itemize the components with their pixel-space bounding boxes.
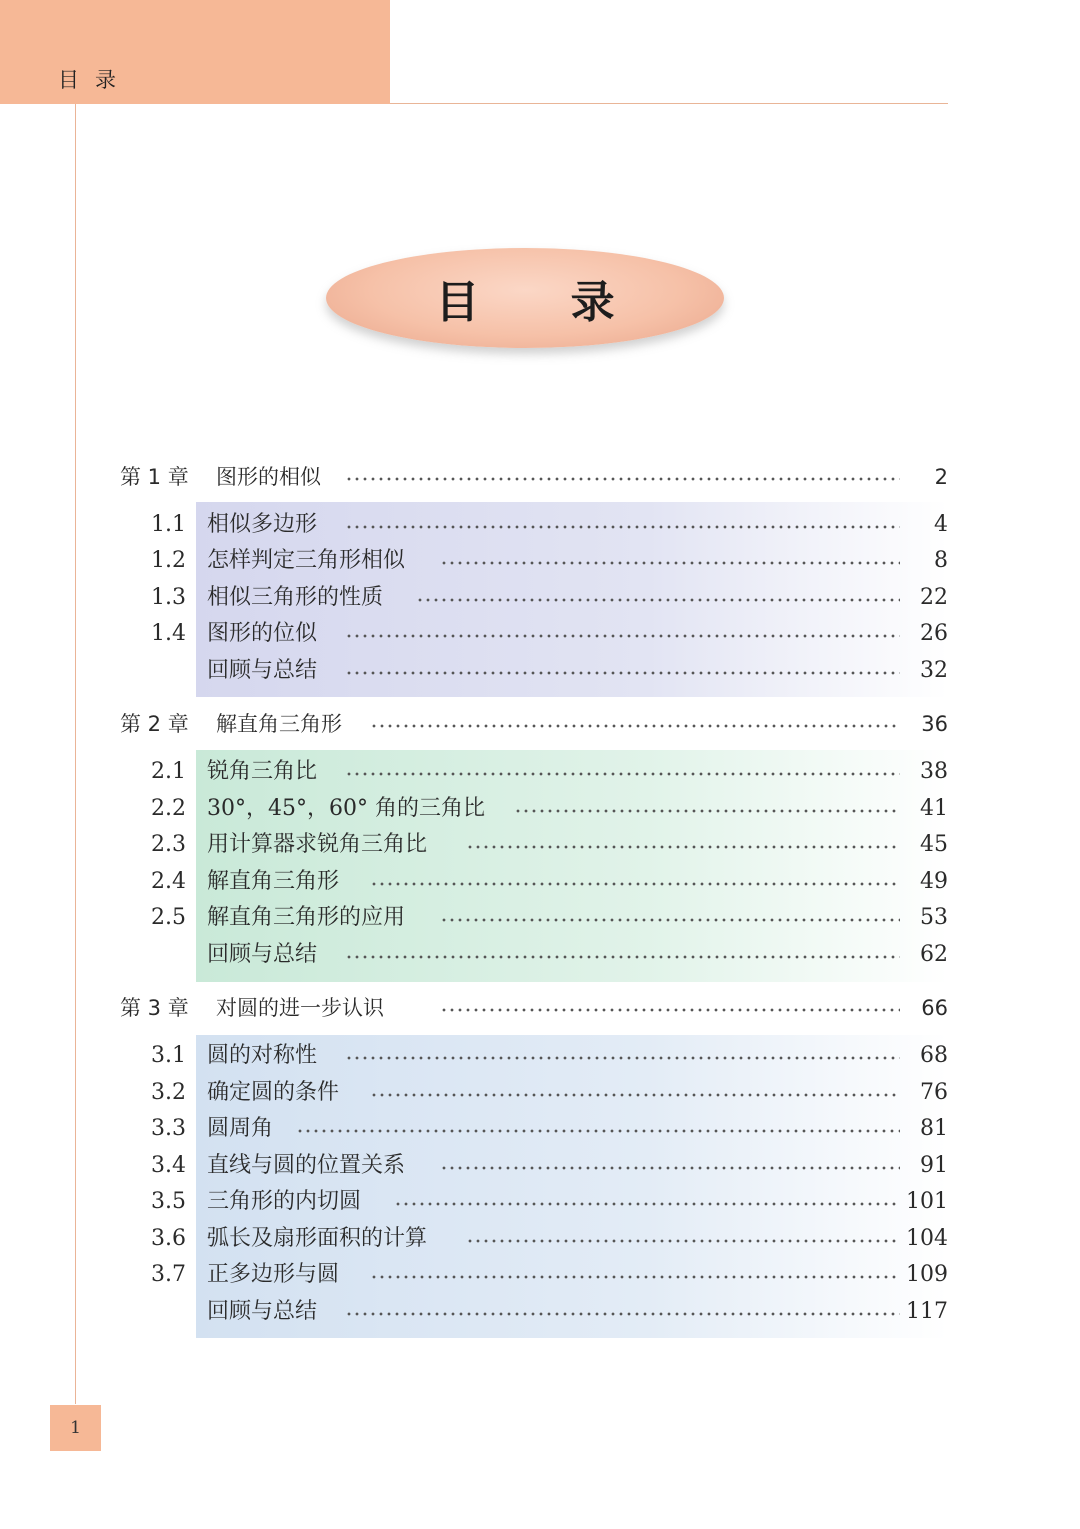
section-number: 1.2 xyxy=(151,548,186,573)
section-page: 101 xyxy=(906,1189,948,1214)
dot-leader xyxy=(345,772,900,776)
section-page: 53 xyxy=(920,905,948,930)
toc-entry[interactable] xyxy=(0,616,1080,652)
dot-leader xyxy=(345,525,900,529)
section-page: 76 xyxy=(920,1080,948,1105)
toc-entry[interactable] xyxy=(0,1148,1080,1184)
toc-entry[interactable] xyxy=(0,653,1080,689)
toc-entry[interactable] xyxy=(0,827,1080,863)
dot-leader xyxy=(345,477,900,481)
section-page: 38 xyxy=(920,759,948,784)
section-number: 1.1 xyxy=(151,512,186,537)
section-title: 怎样判定三角形相似 xyxy=(207,548,406,573)
toc-entry[interactable] xyxy=(0,900,1080,936)
chapter-page: 2 xyxy=(934,465,948,489)
section-page: 45 xyxy=(920,832,948,857)
section-number: 2.2 xyxy=(151,796,186,821)
section-page: 91 xyxy=(920,1153,948,1178)
section-title: 弧长及扇形面积的计算 xyxy=(207,1226,428,1251)
section-title: 相似三角形的性质 xyxy=(207,585,384,610)
section-page: 26 xyxy=(920,621,948,646)
toc-entry[interactable] xyxy=(0,864,1080,900)
section-title: 确定圆的条件 xyxy=(207,1080,340,1105)
dot-leader xyxy=(416,598,900,602)
chapter-title: 解直角三角形 xyxy=(216,712,342,736)
section-title: 圆的对称性 xyxy=(207,1043,318,1068)
section-number: 1.3 xyxy=(151,585,186,610)
chapter-title: 对圆的进一步认识 xyxy=(216,996,384,1020)
dot-leader xyxy=(370,724,900,728)
toc-entry[interactable] xyxy=(0,580,1080,616)
section-number: 3.7 xyxy=(151,1262,186,1287)
dot-leader xyxy=(466,845,900,849)
running-header: 目录 xyxy=(58,68,132,92)
section-title: 正多边形与圆 xyxy=(207,1262,340,1287)
dot-leader xyxy=(440,1008,900,1012)
section-number: 2.3 xyxy=(151,832,186,857)
section-title: 30°，45°，60° 角的三角比 xyxy=(207,796,485,821)
toc-entry[interactable] xyxy=(0,1075,1080,1111)
section-number: 2.1 xyxy=(151,759,186,784)
dot-leader xyxy=(370,1275,900,1279)
section-title: 解直角三角形的应用 xyxy=(207,905,406,930)
page-number xyxy=(50,1405,101,1451)
toc-entry[interactable] xyxy=(0,1038,1080,1074)
toc-entry[interactable] xyxy=(0,1257,1080,1293)
section-page: 41 xyxy=(920,796,948,821)
dot-leader xyxy=(345,1056,900,1060)
chapter-title: 图形的相似 xyxy=(216,465,321,489)
dot-leader xyxy=(440,1166,900,1170)
section-page: 68 xyxy=(920,1043,948,1068)
section-title: 回顾与总结 xyxy=(207,658,318,683)
section-number: 3.6 xyxy=(151,1226,186,1251)
toc-chapter-2[interactable] xyxy=(0,706,1080,742)
section-title: 三角形的内切圆 xyxy=(207,1189,362,1214)
chapter-label: 第 2 章 xyxy=(120,712,189,736)
section-number: 3.2 xyxy=(151,1080,186,1105)
section-page: 81 xyxy=(920,1116,948,1141)
dot-leader xyxy=(370,1093,900,1097)
section-page: 109 xyxy=(906,1262,948,1287)
section-page: 22 xyxy=(920,585,948,610)
section-page: 8 xyxy=(934,548,948,573)
toc-entry[interactable] xyxy=(0,937,1080,973)
section-number: 3.3 xyxy=(151,1116,186,1141)
section-title: 回顾与总结 xyxy=(207,942,318,967)
dot-leader xyxy=(466,1239,900,1243)
toc-entry[interactable] xyxy=(0,1184,1080,1220)
dot-leader xyxy=(440,918,900,922)
dot-leader xyxy=(345,955,900,959)
section-page: 4 xyxy=(934,512,948,537)
section-title: 相似多边形 xyxy=(207,512,318,537)
section-number: 1.4 xyxy=(151,621,186,646)
section-page: 49 xyxy=(920,869,948,894)
section-page: 104 xyxy=(906,1226,948,1251)
dot-leader xyxy=(370,882,900,886)
section-number: 2.4 xyxy=(151,869,186,894)
page-title: 目 录 xyxy=(435,277,653,328)
dot-leader xyxy=(296,1129,900,1133)
toc-entry[interactable] xyxy=(0,791,1080,827)
section-page: 117 xyxy=(906,1299,948,1324)
header-rule xyxy=(390,103,948,104)
chapter-page: 66 xyxy=(921,996,948,1020)
section-title: 解直角三角形 xyxy=(207,869,340,894)
section-number: 3.4 xyxy=(151,1153,186,1178)
dot-leader xyxy=(345,634,900,638)
section-number: 2.5 xyxy=(151,905,186,930)
title-badge xyxy=(326,248,724,348)
dot-leader xyxy=(514,809,900,813)
section-title: 锐角三角比 xyxy=(207,759,318,784)
toc-entry[interactable] xyxy=(0,1221,1080,1257)
page-number-text: 1 xyxy=(70,1418,81,1438)
section-title: 回顾与总结 xyxy=(207,1299,318,1324)
toc-entry[interactable] xyxy=(0,754,1080,790)
section-title: 用计算器求锐角三角比 xyxy=(207,832,428,857)
chapter-page: 36 xyxy=(921,712,948,736)
section-page: 62 xyxy=(920,942,948,967)
toc-chapter-1[interactable] xyxy=(0,459,1080,495)
dot-leader xyxy=(345,1312,900,1316)
section-title: 圆周角 xyxy=(207,1116,274,1141)
section-number: 3.1 xyxy=(151,1043,186,1068)
section-page: 32 xyxy=(920,658,948,683)
section-title: 直线与圆的位置关系 xyxy=(207,1153,406,1178)
toc-entry[interactable] xyxy=(0,543,1080,579)
toc-entry[interactable] xyxy=(0,1111,1080,1147)
section-number: 3.5 xyxy=(151,1189,186,1214)
toc-entry[interactable] xyxy=(0,1294,1080,1330)
chapter-label: 第 3 章 xyxy=(120,996,189,1020)
toc-entry[interactable] xyxy=(0,507,1080,543)
section-title: 图形的位似 xyxy=(207,621,318,646)
toc-chapter-3[interactable] xyxy=(0,990,1080,1026)
dot-leader xyxy=(440,561,900,565)
chapter-label: 第 1 章 xyxy=(120,465,189,489)
dot-leader xyxy=(394,1202,900,1206)
dot-leader xyxy=(345,671,900,675)
